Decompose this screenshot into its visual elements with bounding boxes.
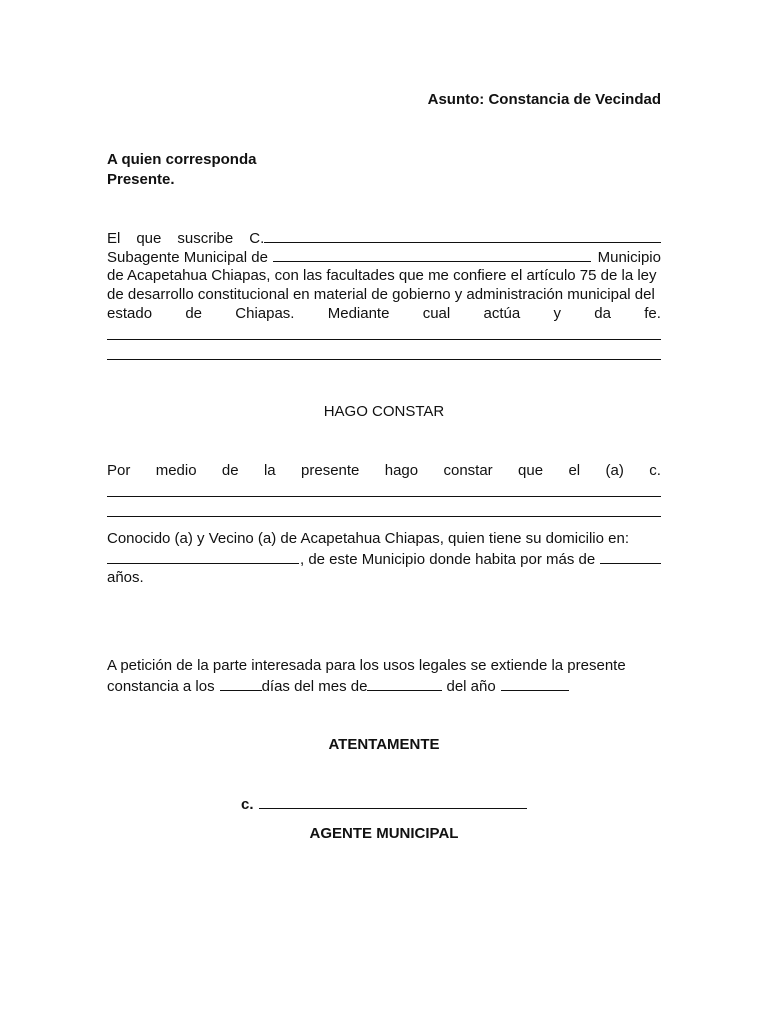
blank-line[interactable] [107,516,661,517]
blank-line[interactable] [107,496,661,497]
blank-line[interactable] [107,339,661,340]
hago-constar-heading: HAGO CONSTAR [323,403,445,420]
atentamente-heading: ATENTAMENTE [328,736,440,753]
paragraph3-line3: años. [107,569,144,586]
signature-blank[interactable] [259,794,527,809]
paragraph1-line4: de desarrollo constitucional en material de gobierno y administración municipal del [107,286,655,303]
name-blank[interactable] [264,228,661,243]
salutation-line-2: Presente. [107,171,175,188]
days-blank[interactable] [220,676,262,691]
paragraph2-line1: Por medio de la presente hago constar que el (a) c. [107,462,661,479]
paragraph1-line5: estado de Chiapas. Mediante cual actúa y da fe. [107,305,661,322]
month-blank[interactable] [367,676,442,691]
paragraph4-line1: A petición de la parte interesada para los usos legales se extiende la presente [107,657,626,674]
paragraph1-line1: El que suscribe C. [107,228,661,248]
year-blank[interactable] [501,676,569,691]
paragraph4-line2: constancia a los días del mes de del año [107,676,661,696]
subagency-blank[interactable] [273,247,591,262]
paragraph3-line1: Conocido (a) y Vecino (a) de Acapetahua Chiapas, quien tiene su domicilio en: [107,530,629,547]
agente-municipal-title: AGENTE MUNICIPAL [309,825,459,842]
subject-line: Asunto: Constancia de Vecindad [427,91,661,108]
address-blank[interactable] [107,549,299,564]
salutation-line-1: A quien corresponda [107,151,257,168]
paragraph3-line2: , de este Municipio donde habita por más de [107,549,661,569]
blank-line[interactable] [107,359,661,360]
signature-line: c. [241,794,541,814]
paragraph1-line3: de Acapetahua Chiapas, con las facultades que me confiere el artículo 75 de la ley [107,267,657,284]
years-blank[interactable] [600,549,661,564]
paragraph1-line2: Subagente Municipal de Municipio [107,249,661,266]
